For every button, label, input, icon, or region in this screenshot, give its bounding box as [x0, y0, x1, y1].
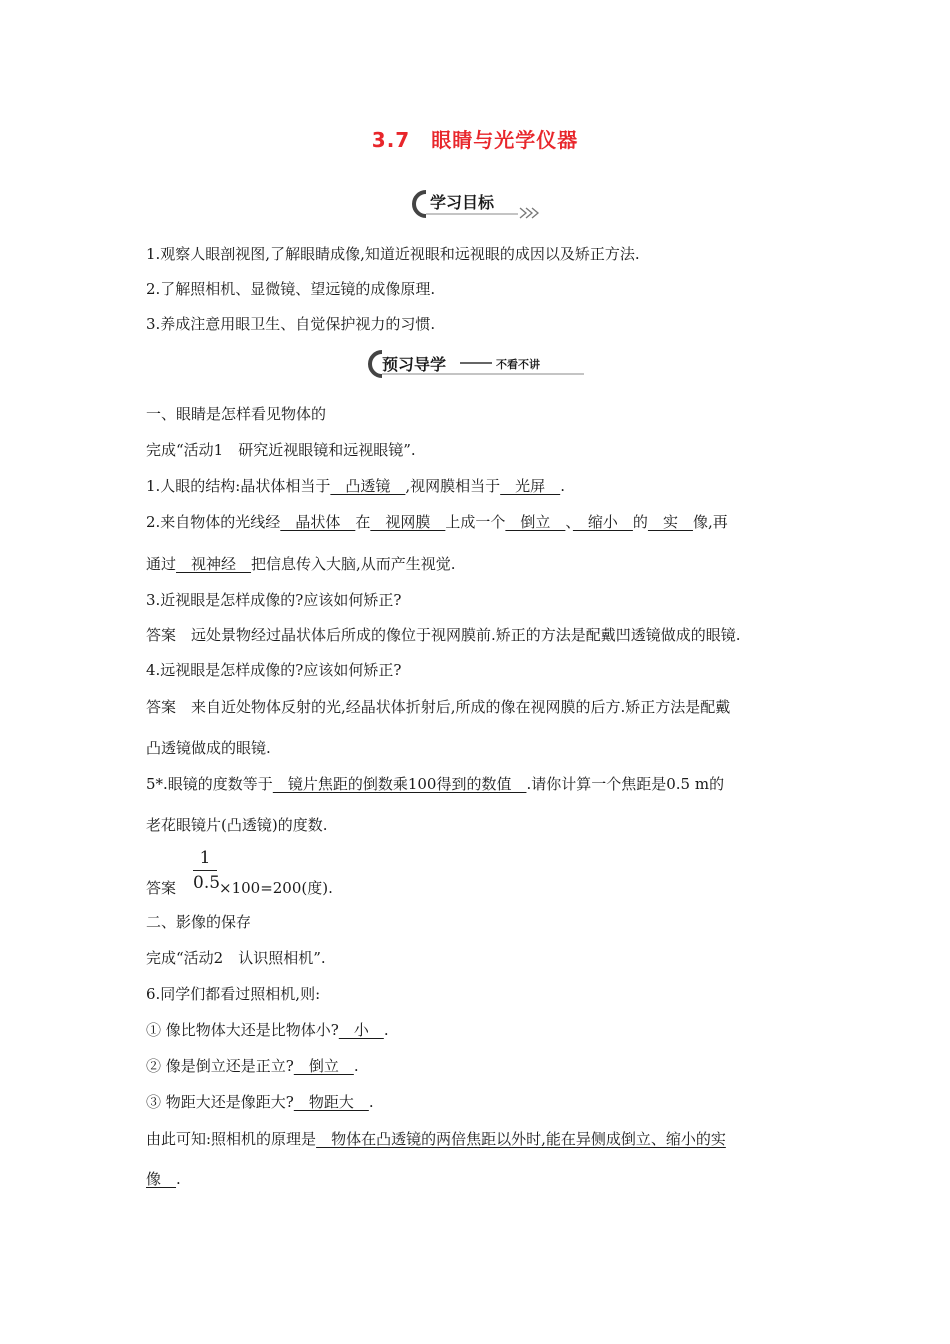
- section-banner-goals: [408, 186, 548, 220]
- banner-suffix: 不看不讲: [496, 358, 540, 371]
- question-6-item-1: ① 像比物体大还是比物体小? 小 .: [146, 1021, 389, 1039]
- answer-5-rest: ×100=200(度).: [219, 879, 333, 897]
- fraction-numerator: 1: [199, 848, 211, 868]
- answer-blank: 倒立: [505, 513, 566, 531]
- answer-4-cont: 凸透镜做成的眼镜.: [146, 739, 271, 757]
- answer-5-label: 答案: [146, 879, 177, 897]
- question-2-cont: 通过 视神经 把信息传入大脑,从而产生视觉.: [146, 555, 456, 573]
- question-3: 3.近视眼是怎样成像的?应该如何矫正?: [146, 591, 402, 609]
- question-2: 2.来自物体的光线经 晶状体 在 视网膜 上成一个 倒立 、 缩小 的 实 像,再: [146, 513, 728, 531]
- section-1-heading: 一、眼睛是怎样看见物体的: [146, 405, 327, 423]
- question-6-item-3: ③ 物距大还是像距大? 物距大 .: [146, 1093, 374, 1111]
- answer-blank: 像: [146, 1170, 177, 1188]
- page-title: 3.7 眼睛与光学仪器: [371, 128, 579, 152]
- question-6-item-2: ② 像是倒立还是正立? 倒立 .: [146, 1057, 359, 1075]
- conclusion: 由此可知:照相机的原理是 物体在凸透镜的两倍焦距以外时,能在异侧成倒立、缩小的实: [146, 1130, 726, 1148]
- answer-blank: 缩小: [572, 513, 633, 531]
- question-4: 4.远视眼是怎样成像的?应该如何矫正?: [146, 661, 402, 679]
- answer-3: 答案 远处景物经过晶状体后所成的像位于视网膜前.矫正的方法是配戴凹透镜做成的眼镜.: [146, 626, 741, 644]
- answer-blank: 倒立: [293, 1057, 354, 1075]
- question-5: 5*.眼镜的度数等于 镜片焦距的倒数乘100得到的数值 .请你计算一个焦距是0.5 m的: [146, 775, 725, 793]
- goal-3: 3.养成注意用眼卫生、自觉保护视力的习惯.: [146, 315, 436, 333]
- answer-blank: 镜片焦距的倒数乘100得到的数值: [272, 775, 527, 793]
- answer-blank: 视神经: [176, 555, 252, 573]
- answer-blank: 物体在凸透镜的两倍焦距以外时,能在异侧成倒立、缩小的实: [316, 1130, 726, 1148]
- answer-blank: 小: [338, 1021, 384, 1039]
- answer-blank: 物距大: [293, 1093, 369, 1111]
- goal-1: 1.观察人眼剖视图,了解眼睛成像,知道近视眼和远视眼的成因以及矫正方法.: [146, 245, 640, 263]
- goal-2: 2.了解照相机、显微镜、望远镜的成像原理.: [146, 280, 436, 298]
- answer-blank: 晶状体: [280, 513, 356, 531]
- fraction: [193, 848, 221, 893]
- question-1: 1.人眼的结构:晶状体相当于 凸透镜 ,视网膜相当于 光屏 .: [146, 477, 565, 495]
- banner-label: 预习导学: [382, 355, 447, 374]
- answer-blank: 凸透镜: [330, 477, 406, 495]
- section-banner-preview: [364, 346, 590, 380]
- activity-1: 完成“活动1 研究近视眼镜和远视眼镜”.: [146, 441, 416, 459]
- conclusion-cont: 像 .: [146, 1170, 181, 1188]
- answer-blank: 光屏: [500, 477, 561, 495]
- answer-blank: 视网膜: [370, 513, 446, 531]
- banner-label: 学习目标: [430, 193, 495, 212]
- answer-blank: 实: [647, 513, 693, 531]
- activity-2: 完成“活动2 认识照相机”.: [146, 949, 326, 967]
- fraction-denominator: 0.5: [193, 873, 221, 893]
- question-6: 6.同学们都看过照相机,则:: [146, 985, 321, 1003]
- section-2-heading: 二、影像的保存: [146, 913, 252, 931]
- fraction-bar: [193, 870, 217, 871]
- question-5-cont: 老花眼镜片(凸透镜)的度数.: [146, 816, 328, 834]
- answer-4: 答案 来自近处物体反射的光,经晶状体折射后,所成的像在视网膜的后方.矫正方法是配戴: [146, 698, 731, 716]
